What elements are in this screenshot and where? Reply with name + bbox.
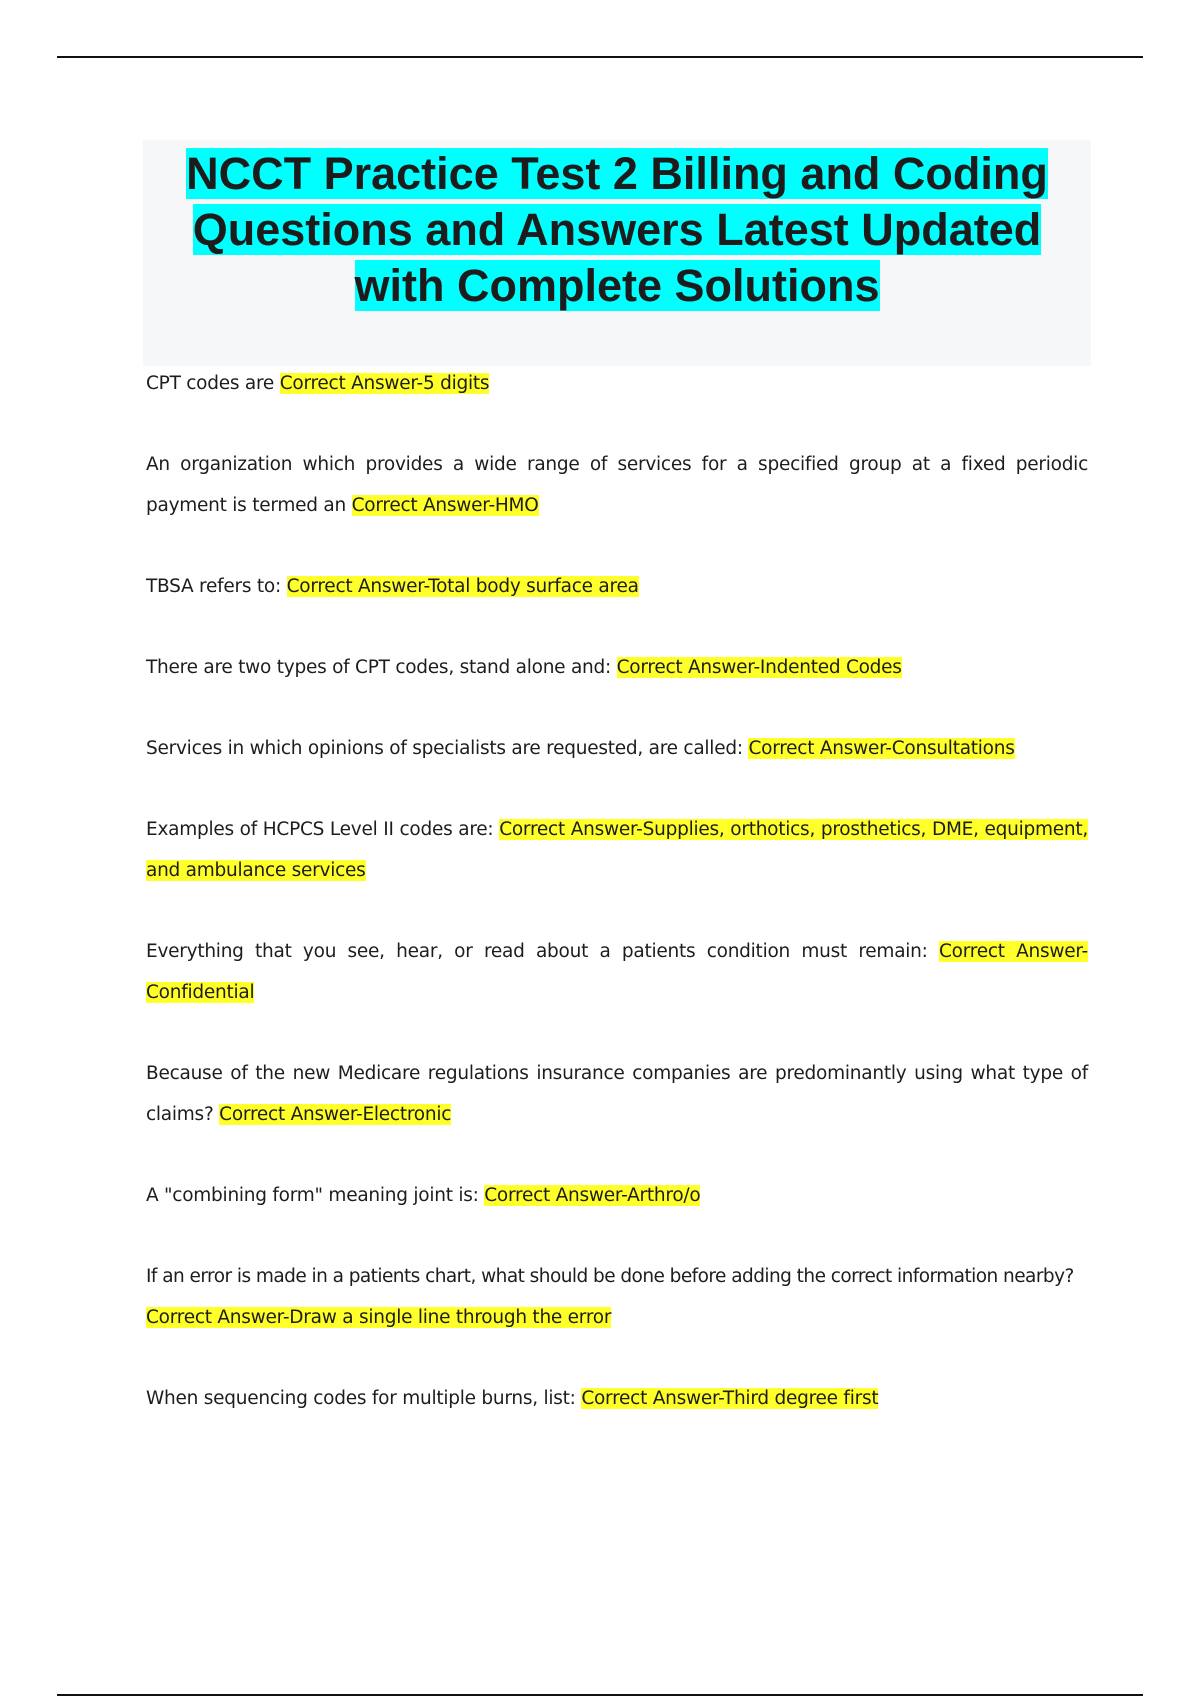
answer-highlight: Correct Answer-Indented Codes — [616, 657, 902, 678]
qa-item — [146, 931, 1088, 1013]
qa-item — [146, 728, 1088, 769]
qa-item — [146, 647, 1088, 688]
question-text: TBSA refers to: — [146, 576, 281, 597]
page-bottom-rule — [57, 1694, 1143, 1696]
question-text: A "combining form" meaning joint is: — [146, 1185, 479, 1206]
answer-highlight: Correct Answer-Consultations — [748, 738, 1015, 759]
qa-item — [146, 1053, 1088, 1135]
answer-highlight: Correct Answer-Total body surface area — [286, 576, 639, 597]
question-text: Services in which opinions of specialists are requested, are called: — [146, 738, 743, 759]
question-text: Everything that you see, hear, or read about a patients condition must remain: — [146, 941, 928, 962]
answer-highlight: Correct Answer-Electronic — [219, 1104, 452, 1125]
qa-item — [146, 1256, 1088, 1338]
question-text: When sequencing codes for multiple burns, list: — [146, 1388, 576, 1409]
document-title: NCCT Practice Test 2 Billing and Coding Questions and Answers Latest Updated with Complete Solutions — [186, 148, 1048, 311]
qa-item — [146, 1378, 1088, 1419]
qa-list — [146, 363, 1088, 1459]
question-text: Examples of HCPCS Level II codes are: — [146, 819, 494, 840]
question-text: There are two types of CPT codes, stand alone and: — [146, 657, 611, 678]
answer-highlight: Correct Answer-Supplies, orthotics, prosthetics, DME, equipment, and ambulance services — [146, 819, 1088, 881]
answer-highlight: Correct Answer-Confidential — [146, 941, 1088, 1003]
title-block — [143, 140, 1091, 366]
qa-item — [146, 566, 1088, 607]
answer-highlight: Correct Answer-Draw a single line through the error — [146, 1307, 612, 1328]
answer-highlight: Correct Answer-5 digits — [279, 373, 490, 394]
answer-highlight: Correct Answer-Third degree first — [581, 1388, 879, 1409]
question-text: CPT codes are — [146, 373, 275, 394]
qa-item — [146, 809, 1088, 891]
answer-highlight: Correct Answer-HMO — [351, 495, 539, 516]
qa-item — [146, 1175, 1088, 1216]
qa-item — [146, 444, 1088, 526]
qa-item — [146, 363, 1088, 404]
question-text: Because of the new Medicare regulations insurance companies are predominantly using what type of claims? — [146, 1063, 1088, 1125]
answer-highlight: Correct Answer-Arthro/o — [484, 1185, 701, 1206]
page-top-rule — [57, 56, 1143, 58]
question-text: An organization which provides a wide range of services for a specified group at a fixed periodic payment is termed an — [146, 454, 1088, 516]
question-text: If an error is made in a patients chart, what should be done before adding the correct information nearby? — [146, 1266, 1074, 1287]
